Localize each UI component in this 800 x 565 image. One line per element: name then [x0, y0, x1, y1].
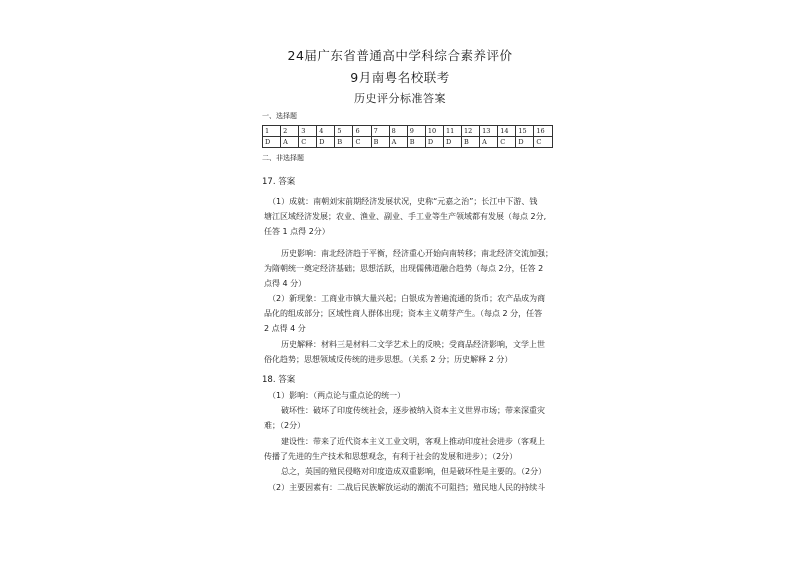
question-number: 2: [281, 126, 299, 137]
question-number: 12: [462, 126, 480, 137]
answer-cell: D: [263, 137, 281, 148]
q18-line: 破坏性：破坏了印度传统社会，逐步被纳入资本主义世界市场；带来深重灾: [281, 406, 545, 415]
answer-row: [263, 137, 553, 148]
question-number: 13: [480, 126, 498, 137]
answer-cell: C: [534, 137, 552, 148]
answer-cell: A: [281, 137, 299, 148]
question-number: 7: [371, 126, 389, 137]
answer-cell: B: [462, 137, 480, 148]
answer-cell: D: [443, 137, 461, 148]
answer-cell: D: [425, 137, 443, 148]
answer-cell: B: [335, 137, 353, 148]
answer-cell: D: [516, 137, 534, 148]
q17-line: 历史解释：材料三是材料二文学艺术上的反映；受商品经济影响，文学上世: [281, 340, 545, 349]
q17-line: 为隋朝统一奠定经济基础；思想活跃，出现儒佛道融合趋势（每点 2分，任答 2: [264, 264, 544, 273]
answer-cell: A: [480, 137, 498, 148]
q17-line: 任答 1 点得 2分）: [264, 227, 330, 236]
q17-line: 点得 4 分）: [264, 279, 307, 288]
question-number: 1: [263, 126, 281, 137]
section2-label: 二、非选择题: [262, 154, 304, 162]
q17-line: 历史影响：南北经济趋于平衡，经济重心开始向南转移；南北经济交流加强；: [281, 249, 553, 258]
q17-heading: 17. 答案: [262, 177, 296, 187]
q17-line: （1）成就：南朝刘宋前期经济发展状况，史称“元嘉之治”；长江中下游、钱: [268, 197, 538, 206]
q17-line: （2）新现象：工商业市镇大量兴起；白银成为普遍流通的货币；农产品成为商: [268, 294, 546, 303]
q17-line: 2 点得 4 分: [264, 324, 306, 333]
q17-line: 塘江区域经济发展；农业、渔业、副业、手工业等生产领域都有发展（每点 2分,: [264, 212, 547, 221]
q18-line: 总之，英国的殖民侵略对印度造成双重影响，但是破坏性是主要的。（2分）: [281, 467, 547, 476]
q18-heading: 18. 答案: [262, 375, 296, 385]
question-number: 3: [299, 126, 317, 137]
q18-line: 传播了先进的生产技术和思想观念，有利于社会的发展和进步）；（2分）: [264, 452, 518, 461]
q17-line: 品化的组成部分；区域性商人群体出现；资本主义萌芽产生。（每点 2 分，任答: [264, 309, 543, 318]
question-number: 10: [425, 126, 443, 137]
section1-label: 一、选择题: [262, 112, 297, 120]
q18-line: （1）影响：（两点论与重点论的统一）: [268, 391, 406, 400]
answer-cell: A: [389, 137, 407, 148]
question-number: 4: [317, 126, 335, 137]
question-number: 11: [443, 126, 461, 137]
answer-cell: C: [353, 137, 371, 148]
question-number: 8: [389, 126, 407, 137]
q18-line: 难；（2分）: [264, 421, 306, 430]
answer-cell: C: [498, 137, 516, 148]
question-number: 15: [516, 126, 534, 137]
q18-line: 建设性：带来了近代资本主义工业文明，客观上推动印度社会进步（客观上: [281, 437, 545, 446]
exam-subtitle: 9月南粤名校联考: [350, 70, 450, 85]
q18-line: （2）主要因素有：二战后民族解放运动的潮流不可阻挡；殖民地人民的持续斗: [268, 483, 546, 492]
question-number: 6: [353, 126, 371, 137]
answer-cell: B: [407, 137, 425, 148]
answer-cell: D: [317, 137, 335, 148]
answer-table: [262, 125, 553, 148]
question-number: 5: [335, 126, 353, 137]
exam-title: 24届广东省普通高中学科综合素养评价: [287, 48, 513, 63]
question-number-row: [263, 126, 553, 137]
question-number: 9: [407, 126, 425, 137]
question-number: 14: [498, 126, 516, 137]
q17-line: 俗化趋势；思想领域反传统的进步思想。（关系 2 分；历史解释 2 分）: [264, 355, 513, 364]
answer-cell: B: [371, 137, 389, 148]
answer-key-title: 历史评分标准答案: [354, 92, 446, 105]
answer-cell: C: [299, 137, 317, 148]
question-number: 16: [534, 126, 552, 137]
